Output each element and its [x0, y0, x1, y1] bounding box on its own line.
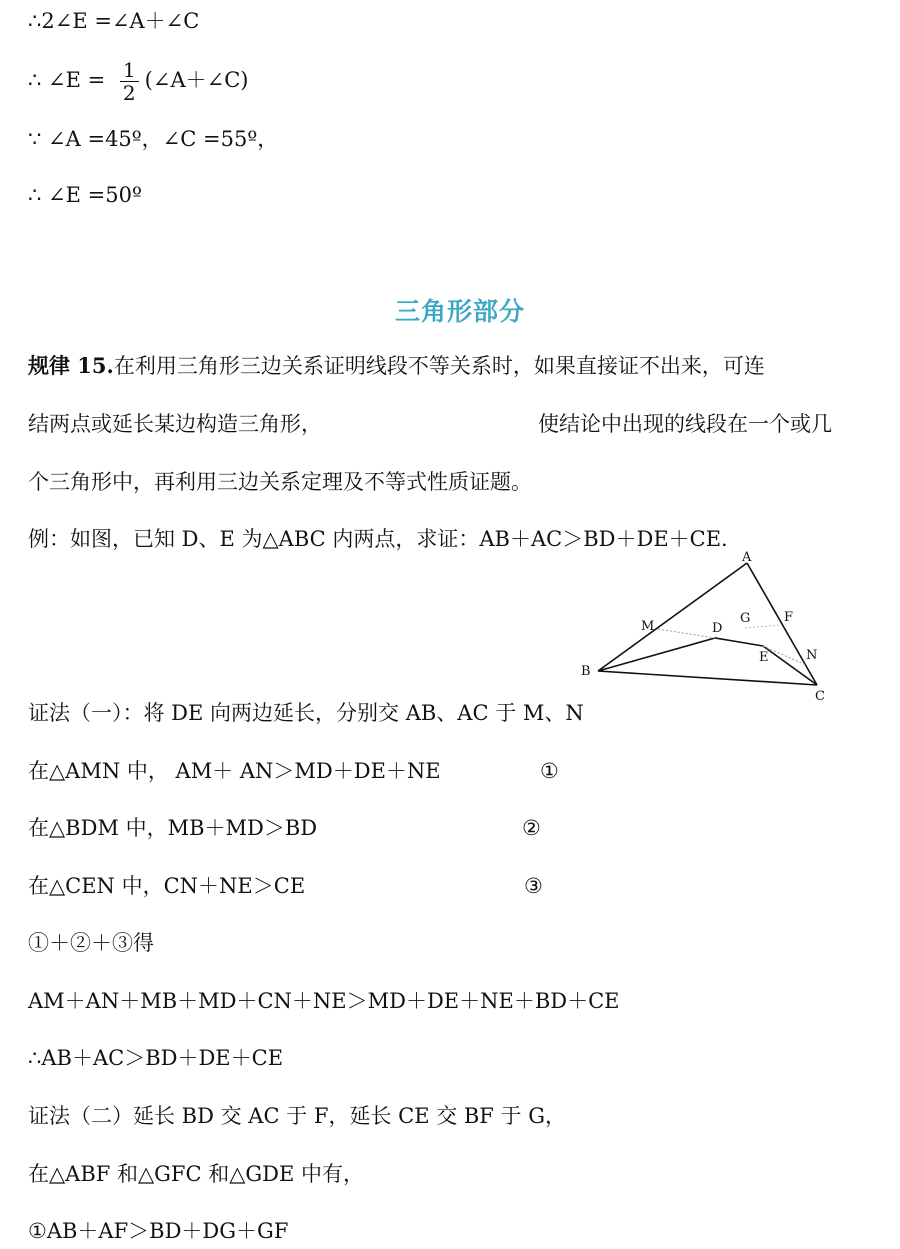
- derivation-line-2-prefix: ∴ ∠E =: [28, 68, 112, 92]
- proof2-step-1: ①AB＋AF＞BD＋DG＋GF: [28, 1219, 289, 1243]
- label-b: B: [581, 664, 591, 679]
- proof2-context: 在△ABF 和△GFC 和△GDE 中有，: [28, 1162, 364, 1186]
- proof1-step-3-mark: ③: [524, 874, 543, 898]
- rule-line-3: 个三角形中，再利用三边关系定理及不等式性质证题。: [28, 470, 532, 494]
- proof1-result: AM＋AN＋MB＋MD＋CN＋NE＞MD＋DE＋NE＋BD＋CE: [28, 989, 620, 1013]
- derivation-line-4: ∴ ∠E =50º: [28, 183, 142, 207]
- dotted-md: [658, 629, 715, 638]
- fraction-numerator: 1: [120, 59, 139, 82]
- derivation-line-2-suffix: (∠A＋∠C): [144, 68, 249, 92]
- proof1-sum: ①＋②＋③得: [28, 931, 154, 955]
- label-f: F: [784, 610, 794, 625]
- proof1-step-1-mark: ①: [540, 759, 559, 783]
- fraction-one-half: [120, 59, 139, 104]
- fraction-denominator: 2: [122, 81, 136, 105]
- segment-bc: [598, 671, 817, 685]
- derivation-line-3: ∵ ∠A =45º，∠C =55º，: [28, 127, 279, 151]
- section-heading: 三角形部分: [394, 297, 525, 326]
- proof2-intro: 证法（二）延长 BD 交 AC 于 F，延长 CE 交 BF 于 G，: [28, 1104, 567, 1128]
- proof1-step-3: 在△CEN 中，CN＋NE＞CE: [28, 874, 306, 898]
- derivation-line-1: ∴2∠E =∠A＋∠C: [28, 9, 200, 33]
- label-c: C: [815, 689, 825, 704]
- proof1-conclusion: ∴AB＋AC＞BD＋DE＋CE: [28, 1046, 284, 1070]
- label-n: N: [806, 648, 818, 663]
- triangle-figure: [570, 545, 860, 710]
- proof1-step-1: 在△AMN 中， AM＋ AN＞MD＋DE＋NE: [28, 759, 441, 783]
- rule-line-1: [28, 353, 765, 379]
- rule-label: 规律 15.: [28, 353, 114, 378]
- label-e: E: [759, 650, 769, 665]
- proof1-step-2: 在△BDM 中，MB＋MD＞BD: [28, 816, 318, 840]
- label-d: D: [712, 621, 723, 636]
- label-a: A: [742, 550, 752, 565]
- rule-line-2a: 结两点或延长某边构造三角形，: [28, 412, 322, 436]
- rule-text-1: 在利用三角形三边关系证明线段不等关系时，如果直接证不出来，可连: [113, 354, 765, 378]
- label-g: G: [740, 611, 751, 626]
- proof1-intro: 证法（一）：将 DE 向两边延长，分别交 AB、AC 于 M、N: [28, 701, 584, 725]
- label-m: M: [641, 619, 655, 634]
- example-statement: 例：如图，已知 D、E 为△ABC 内两点，求证：AB＋AC＞BD＋DE＋CE.: [28, 527, 728, 551]
- derivation-line-2: [28, 58, 248, 104]
- proof1-step-2-mark: ②: [522, 816, 541, 840]
- segment-ab: [598, 563, 747, 671]
- segment-ac: [747, 563, 817, 685]
- rule-line-2b: 使结论中出现的线段在一个或几: [538, 412, 832, 436]
